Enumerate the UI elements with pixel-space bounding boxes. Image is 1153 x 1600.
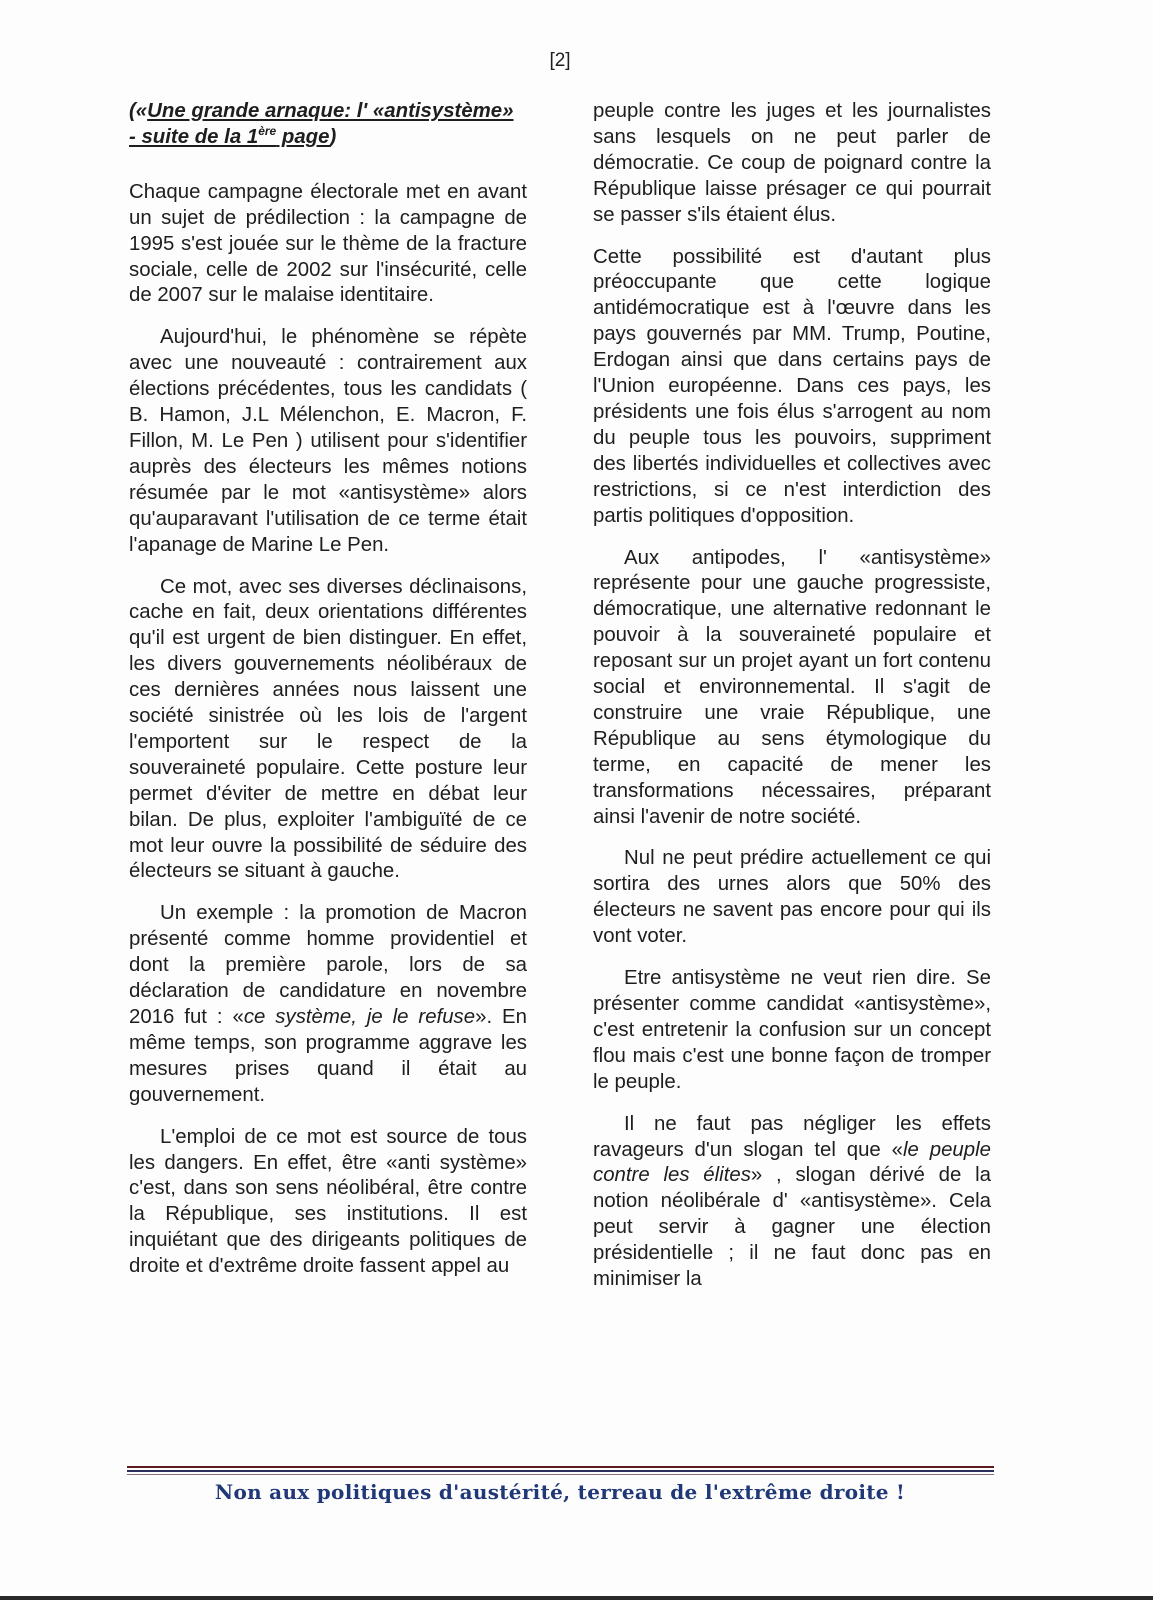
heading-title: Une grande arnaque: l' «antisystème» <box>147 100 514 122</box>
heading-continuation <box>129 126 329 148</box>
paragraph-text: Un exemple : la promotion de Macron présenté comme homme providentiel et dont la première parole, lors de sa déclaration de candidature en novembre 2016 fut : « <box>129 902 527 1028</box>
heading-open-paren: (« <box>129 100 148 122</box>
paragraph <box>129 901 527 1108</box>
paragraph: peuple contre les juges et les journalistes sans lesquels on ne peut parler de démocratie. Ce coup de poignard contre la République laisse présager ce qui pourrait se passer s'ils étaient élus. <box>593 100 991 226</box>
paragraph-text: » , slogan dérivé de la notion néolibérale d' «antisystème». Cela peut servir à gagner une élection présidentielle ; il ne faut donc pas en minimiser la <box>593 1164 991 1291</box>
paragraph: Nul ne peut prédire actuellement ce qui sortira des urnes alors que 50% des électeurs ne savent pas encore pour qui ils vont voter. <box>593 847 991 948</box>
paragraph: Aux antipodes, l' «antisystème» représente pour une gauche progressiste, démocratique, une alternative redonnant le pouvoir à la souveraineté populaire et reposant sur un projet ayant un fort contenu social et environnemental. Il s'agit de construire une vraie République, une République au sens étymologique du terme, en capacité de mener les transformations nécessaires, préparant ainsi l'avenir de notre société. <box>593 546 991 828</box>
paragraph: Chaque campagne électorale met en avant un sujet de prédilection : la campagne de 1995 s'est jouée sur le thème de la fracture sociale, celle de 2002 sur l'insécurité, celle de 2007 sur le malaise identitaire. <box>129 180 527 307</box>
paragraph-text: ». En même temps, son programme aggrave les mesures prises quand il était au gouvernement. <box>129 1006 527 1106</box>
heading-close-paren: ) <box>329 125 337 148</box>
article-heading <box>129 99 527 151</box>
scan-edge-divider <box>0 1596 1153 1600</box>
footer-rule <box>127 1466 994 1468</box>
heading-line2-suffix: page <box>276 125 330 148</box>
paragraph: Etre antisystème ne veut rien dire. Se présenter comme candidat «antisystème», c'est entretenir la confusion sur un concept flou mais c'est une bonne façon de tromper le peuple. <box>593 967 991 1093</box>
heading-line2-prefix: - suite de la 1 <box>129 125 259 148</box>
left-column <box>129 99 527 1296</box>
footer-rule <box>127 1470 994 1472</box>
right-column <box>593 99 991 1309</box>
paragraph: L'emploi de ce mot est source de tous les dangers. En effet, être «anti système» c'est, dans son sens néolibéral, être contre la République, ses institutions. Il est inquiétant que des dirigeants politiques de droite et d'extrême droite fassent appel au <box>129 1125 527 1278</box>
paragraph-text: Il ne faut pas négliger les effets ravageurs d'un slogan tel que « <box>593 1112 991 1161</box>
paragraph: Cette possibilité est d'autant plus préoccupante que cette logique antidémocratique est à l'œuvre dans les pays gouvernés par MM. Trump, Poutine, Erdogan ainsi que dans certains pays de l'Union européenne. Dans ces pays, les présidents une fois élus s'arrogent au nom du peuple tous les pouvoirs, suppriment des libertés individuelles et collectives avec restrictions, si ce n'est interdiction des partis politiques d'opposition. <box>593 245 991 527</box>
footer-slogan: Non aux politiques d'austérité, terreau de l'extrême droite ! <box>214 1480 906 1504</box>
footer-rule <box>127 1474 994 1475</box>
quote-italic: ce système, je le refuse <box>243 1006 476 1028</box>
heading-superscript: ère <box>258 124 277 139</box>
paragraph: Aujourd'hui, le phénomène se répète avec une nouveauté : contrairement aux élections précédentes, tous les candidats ( B. Hamon, J.L Mélenchon, E. Macron, F. Fillon, M. Le Pen ) utilisent pour s'identifier auprès des électeurs les mêmes notions résumée par le mot «antisystème» alors qu'auparavant l'utilisation de ce terme était l'apanage de Marine Le Pen. <box>129 326 527 556</box>
paragraph: Ce mot, avec ses diverses déclinaisons, cache en fait, deux orientations différentes qu'il est urgent de bien distinguer. En effet, les divers gouvernements néolibéraux de ces dernières années nous laissent une société sinistrée où les lois de l'argent l'emportent sur le respect de la souveraineté populaire. Cette posture leur permet d'éviter de mettre en débat leur bilan. De plus, exploiter l'ambiguïté de ce mot leur ouvre la possibilité de séduire des électeurs se situant à gauche. <box>129 575 527 883</box>
page-number: [2] <box>549 50 571 71</box>
paragraph <box>593 1112 991 1293</box>
quote-italic: le peuple contre les élites <box>593 1138 991 1187</box>
